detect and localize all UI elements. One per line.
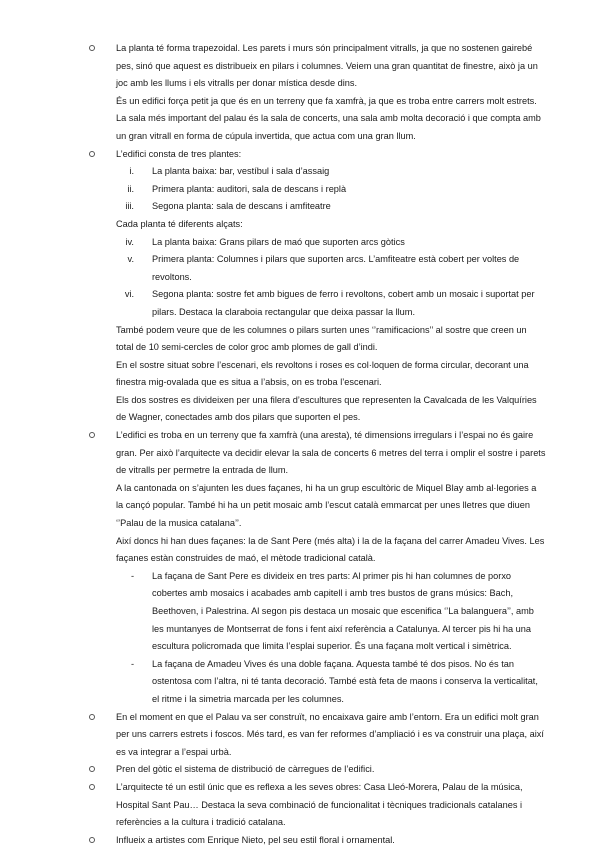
dash-list-item [0,656,600,709]
hollow-bullet-icon [89,432,95,438]
list-text: La planta baixa: bar, vestíbul i sala d’assaig [152,166,330,177]
paragraph: Els dos sostres es divideixen per una filera d’escultures que representen la Cavalcada de les Valquíries de Wagner, conectades amb dos pilars que suporten el pes. [116,394,537,423]
dash-bullet-icon: - [131,658,135,669]
hollow-bullet-icon [89,766,95,772]
hollow-bullet-icon [89,151,95,157]
paragraph: Cada planta té diferents alçats: [116,218,243,229]
paragraph: A la cantonada on s’ajunten les dues façanes, hi ha un grup escultòric de Miquel Blay amb al·legories a la cançó popular. També hi ha un petit mosaic amb l’escut català emmarcat per unes lletres que diuen ‘’Palau de la musica catalana’’. [116,482,537,529]
list-number: v. [127,254,134,265]
roman-list-item [0,286,600,321]
roman-list-item [0,181,600,199]
list-number: vi. [124,289,134,300]
paragraph: L’arquitecte té un estil únic que es reflexa a les seves obres: Casa Lleó-Morera, Palau de la música, Hospital Sant Pau… Destaca la seva combinació de funcionalitat i tècniques tradicionals catalanes i referències a la cultura i tradició catalana. [116,781,523,828]
list-item [0,779,600,832]
list-item [0,832,600,849]
list-item [0,709,600,762]
list-item [0,761,600,779]
paragraph: L’edifici es troba en un terreny que fa xamfrà (una aresta), té dimensions irregulars i l’espai no és gaire gran. Per això l’arquitecte va decidir elevar la sala de concerts 6 metres del terra i omplir el sostre i parets de vitralls per permetre la entrada de llum. [116,430,546,476]
list-item [0,427,600,568]
paragraph: L’edifici consta de tres plantes: [116,148,242,159]
list-item [0,146,600,164]
list-text: Primera planta: auditori, sala de descans i replà [152,183,347,194]
paragraph: Pren del gòtic el sistema de distribució de càrregues de l’edifici. [116,764,375,775]
dash-bullet-icon: - [131,570,135,581]
list-text: Segona planta: sostre fet amb bigues de ferro i revoltons, cobert amb un mosaic i suportat per pilars. Destaca la claraboia rectangular que deixa passar la llum. [152,289,535,317]
list-number: iv. [125,236,134,247]
list-number: iii. [125,201,134,212]
roman-list-item [0,234,600,252]
list-text: La façana de Amadeu Vives és una doble façana. Aquesta també té dos pisos. No és tan ostentosa com l’altra, ni té tanta decoració. També està feta de maons i conserva la verticalitat, el ritme i la simetria marcada per les columnes. [152,658,538,704]
roman-list-item [0,198,600,216]
list-text: La façana de Sant Pere es divideix en tres parts: Al primer pis hi han columnes de porxo cobertes amb mosaics i acabades amb capitell i amb tres bustos de grans músics: Bach, Beethoven, i Palestrina. Al segon pis destaca un mosaic que escenifica ‘’La balanguera’’, amb les muntanyes de Montserrat de fons i fent així referència a Catalunya. Al tercer pis hi ha una escultura policromada que limita l’esplai superior. És una façana molt vertical i simètrica. [152,570,534,652]
paragraph: És un edifici força petit ja que és en un terreny que fa xamfrà, ja que es troba entre carrers molt estrets. La sala més important del palau és la sala de concerts, una sala amb molta decoració i que compta amb un gran vitrall en forma de cúpula invertida, que actua com una gran llum. [116,95,541,141]
paragraph: La planta té forma trapezoidal. Les parets i murs són principalment vitralls, ja que no sostenen gairebé pes, sinó que aquest es distribueix en pilars i columnes. Veiem una gran quantitat de finestre, això ja un joc amb les llums i els vitralls per donar mística desde dins. [116,43,538,89]
roman-list-item [0,163,600,181]
dash-list-item [0,568,600,656]
paragraph: En el sostre situat sobre l’escenari, els revoltons i roses es col·loquen de forma circular, decorant una finestra mig-ovalada que es situa a l’absis, on es troba l’escenari. [116,359,529,388]
list-text: Primera planta: Columnes i pilars que suporten arcs. L’amfiteatre està cobert per voltes de revoltons. [152,254,520,282]
list-text: Segona planta: sala de descans i amfiteatre [152,201,331,212]
document-body [0,40,600,849]
list-number: ii. [127,183,134,194]
hollow-bullet-icon [89,837,95,843]
paragraph: També podem veure que de les columnes o pilars surten unes ‘’ramificacions’’ al sostre que creen un total de 10 semi-cercles de color groc amb plomes de gall d’indi. [116,324,527,353]
list-text: La planta baixa: Grans pilars de maó que suporten arcs gòtics [152,236,405,247]
list-item [0,40,600,146]
hollow-bullet-icon [89,714,95,720]
hollow-bullet-icon [89,784,95,790]
paragraph: En el moment en que el Palau va ser construït, no encaixava gaire amb l’entorn. Era un edifici molt gran per uns carrers estrets i foscos. Més tard, es van fer reformes d’ampliació i es va construir una plaça, així es va integrar a l’espai urbà. [116,711,544,757]
paragraph: Influeix a artistes com Enrique Nieto, pel seu estil floral i ornamental. [116,834,395,845]
list-number: i. [129,166,134,177]
paragraph: Així doncs hi han dues façanes: la de Sant Pere (més alta) i la de la façana del carrer Amadeu Vives. Les façanes estàn construides de maó, el mètode tradicional català. [116,535,545,564]
roman-list-item [0,251,600,286]
hollow-bullet-icon [89,45,95,51]
